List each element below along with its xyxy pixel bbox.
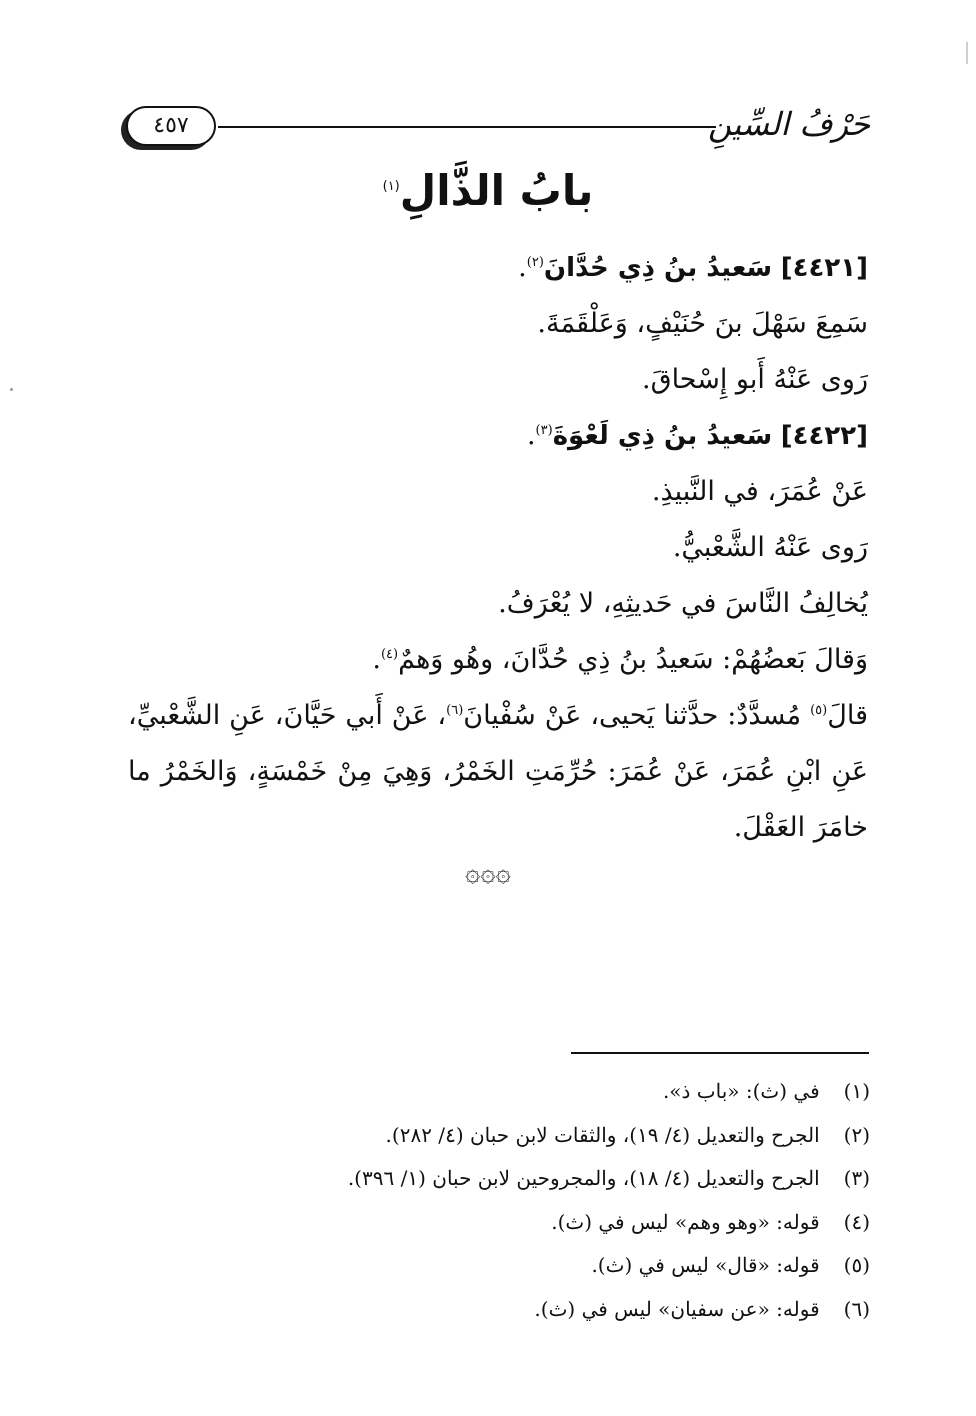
footnote-number: (٤) — [843, 1209, 870, 1234]
entry-heading: [٤٤٢٢] سَعيدُ بنُ ذِي لَعْوَةَ$^{(٣)}$. — [526, 420, 868, 451]
footnote-text: الجرح والتعديل (٤/ ١٨)، والمجروحين لابن حبان (١/ ٣٩٦). — [347, 1166, 820, 1190]
footnote-number: (٥) — [843, 1253, 870, 1277]
footnote-text: قوله: «عن سفيان» ليس في (ث). — [534, 1296, 820, 1321]
paragraph-text: ، عَنْ أَبي حَيَّانَ، عَنِ الشَّعْبيِّ، عَنِ ابْنِ عُمَرَ، عَنْ عُمَرَ: حُرِّمَتِ الخَمْرُ، وَهِيَ مِنْ خَمْسَةٍ، وَالخَمْرُ ما خامَرَ العَقْلَ. — [128, 700, 868, 843]
footnote — [200, 1201, 870, 1245]
footnote-text: قوله: «قال» ليس في (ث). — [591, 1253, 820, 1277]
footnote-ref: (٢) — [526, 255, 544, 270]
running-header — [120, 100, 870, 156]
entry-line-text: وَقالَ بَعضُهُمْ: سَعيدُ بنُ ذِي حُدَّانَ، وهُو وَهمٌ — [398, 644, 868, 675]
chapter-title-text: بابُ الذَّالِ — [399, 166, 594, 215]
footnote-number: (٦) — [843, 1296, 870, 1321]
paragraph-text: قالَ — [827, 700, 868, 731]
scan-dot — [10, 388, 13, 391]
entry-line: سَمِعَ سَهْلَ بنَ حُنَيْفٍ، وَعَلْقَمَةَ. — [537, 308, 868, 339]
footnote — [200, 1288, 870, 1332]
header-rule — [218, 126, 716, 128]
entry-line: وَقالَ بَعضُهُمْ: سَعيدُ بنُ ذِي حُدَّانَ، وهُو وَهمٌ$^{(٤)}$. — [372, 644, 868, 675]
main-text — [128, 240, 868, 856]
footnote-rule — [571, 1052, 869, 1054]
paragraph-text: مُسدَّدٌ: حدَّثنا يَحيى، عَنْ سُفْيانَ — [463, 700, 811, 731]
entry-heading: [٤٤٢١] سَعيدُ بنُ ذِي حُدَّانَ$^{(٢)}$. — [518, 252, 868, 283]
footnote-number: (١) — [843, 1079, 870, 1103]
footnote-ref: (٦) — [446, 703, 464, 718]
footnote-ref: (٤) — [380, 647, 399, 662]
footnotes — [200, 1070, 870, 1331]
footnote-ref: (١) — [382, 179, 400, 194]
hadith-paragraph — [128, 688, 868, 856]
footnote-number: (٢) — [843, 1122, 870, 1147]
entry-number: [٤٤٢٢] — [780, 421, 868, 451]
entry-name: سَعيدُ بنُ ذِي لَعْوَةَ — [552, 421, 773, 451]
entry-line: عَنْ عُمَرَ، في النَّبيذِ. — [651, 476, 868, 507]
entry-name: سَعيدُ بنُ ذِي حُدَّانَ — [543, 253, 773, 283]
footnote-number: (٣) — [843, 1166, 870, 1190]
scan-mark — [966, 42, 968, 64]
footnote-text: الجرح والتعديل (٤/ ١٩)، والثقات لابن حبان (٤/ ٢٨٢). — [385, 1122, 820, 1147]
chapter-title — [180, 160, 796, 222]
footnote — [200, 1244, 870, 1288]
footnote — [200, 1070, 870, 1114]
entry-line: يُخالِفُ النَّاسَ في حَديثِهِ، لا يُعْرَفُ. — [498, 588, 868, 619]
footnote-text: في (ث): «باب ذ». — [662, 1079, 820, 1103]
footnote — [200, 1114, 870, 1158]
footnote-text: قوله: «وهو وهم» ليس في (ث). — [551, 1209, 820, 1234]
footnote-ref: (٥) — [810, 703, 828, 718]
footnote-ref: (٣) — [535, 423, 553, 438]
entry-line: رَوى عَنْهُ أَبو إِسْحاقَ. — [642, 364, 868, 395]
running-header-title: حَرْفُ السِّينِ — [708, 105, 870, 143]
footnote — [200, 1157, 870, 1201]
entry-line: رَوى عَنْهُ الشَّعْبيُّ. — [672, 532, 868, 563]
page-number-badge: ٤٥٧ — [126, 106, 216, 146]
entry-number: [٤٤٢١] — [780, 253, 868, 283]
section-ornament: ۞۞۞ — [465, 858, 511, 888]
